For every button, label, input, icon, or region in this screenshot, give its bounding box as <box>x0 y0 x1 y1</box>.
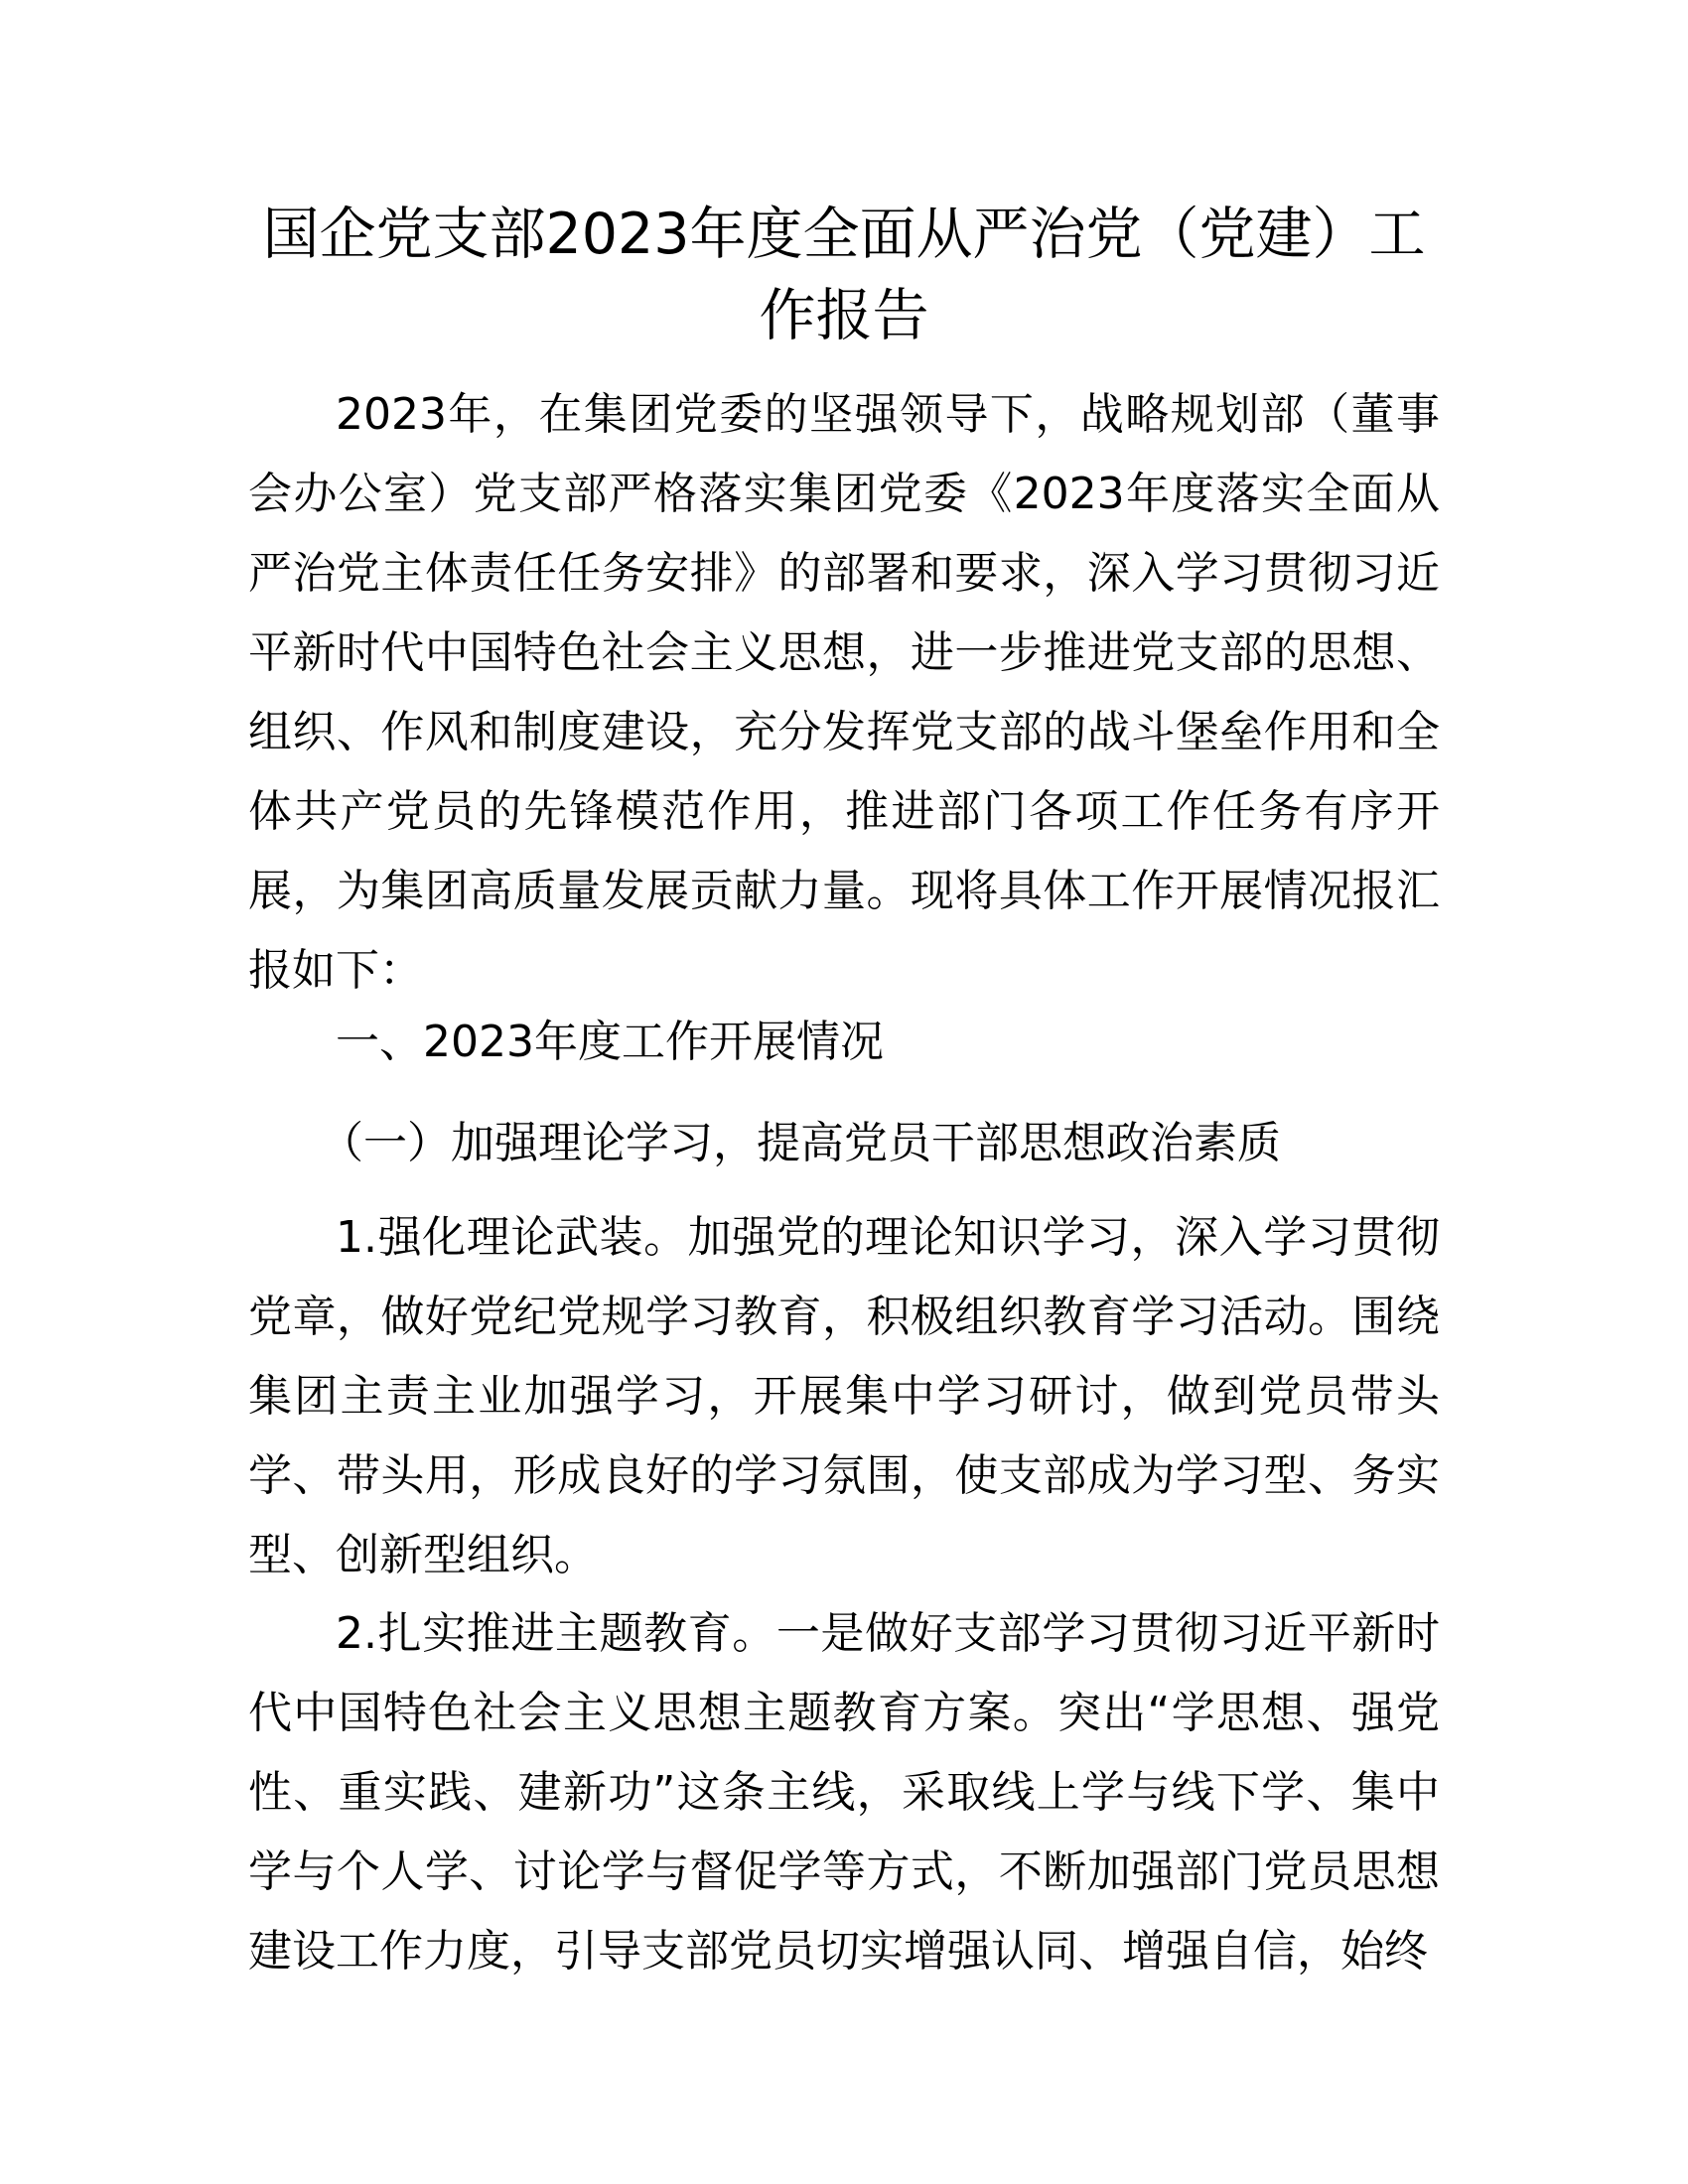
intro-paragraph: 2023年，在集团党委的坚强领导下，战略规划部（董事会办公室）党支部严格落实集团党委《2023年度落实全面从严治党主体责任任务安排》的部署和要求，深入学习贯彻习近平新时代中国特色社会主义思想，进一步推进党支部的思想、组织、作风和制度建设，充分发挥党支部的战斗堡垒作用和全体共产党员的先锋模范作用，推进部门各项工作任务有序开展，为集团高质量发展贡献力量。现将具体工作开展情况报汇报如下： <box>248 389 1440 996</box>
page-title: 国企党支部2023年度全面从严治党（党建）工作报告 <box>262 202 1426 348</box>
section-heading: 一、2023年度工作开展情况 <box>336 1017 884 1067</box>
item-paragraph-2: 2.扎实推进主题教育。一是做好支部学习贯彻习近平新时代中国特色社会主义思想主题教育方案。突出“学思想、强党性、重实践、建新功”这条主线，采取线上学与线下学、集中学与个人学、讨论学与督促学等方式，不断加强部门党员思想建设工作力度，引导支部党员切实增强认同、增强自信，始终 <box>248 1608 1440 1977</box>
subsection-heading: （一）加强理论学习，提高党员干部思想政治素质 <box>320 1118 1281 1168</box>
item-paragraph-1: 1.强化理论武装。加强党的理论知识学习，深入学习贯彻党章，做好党纪党规学习教育，积极组织教育学习活动。围绕集团主责主业加强学习，开展集中学习研讨，做到党员带头学、带头用，形成良好的学习氛围，使支部成为学习型、务实型、创新型组织。 <box>248 1212 1440 1580</box>
